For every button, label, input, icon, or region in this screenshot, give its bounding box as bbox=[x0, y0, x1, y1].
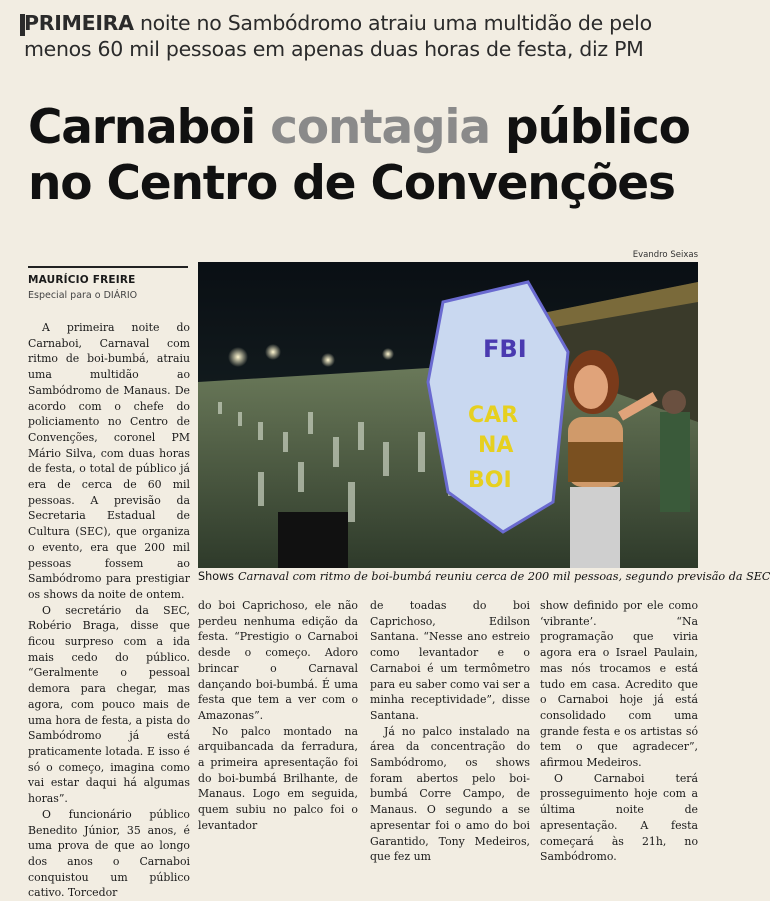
article-column-1 bbox=[28, 320, 190, 901]
caption-text: Carnaval com ritmo de boi-bumbá reuniu cerca de 200 mil pessoas, segundo previsão da SEC bbox=[238, 570, 770, 583]
paragraph: O funcionário público Benedito Júnior, 35 anos, é uma prova de que ao longo dos anos o Carnaboi conquistou um público cativo. Torcedor bbox=[28, 807, 190, 900]
paragraph: O Carnaboi terá prosseguimento hoje com a última noite de apresentação. A festa começará às 21h, no Sambódromo. bbox=[540, 771, 698, 864]
headline-accent: contagia bbox=[270, 100, 490, 155]
kicker-lead: PRIMEIRA bbox=[24, 11, 134, 35]
caption-tag: Shows bbox=[198, 570, 235, 583]
paragraph: A primeira noite do Carnaboi, Carnaval com ritmo de boi-bumbá, atraiu uma multidão ao Sambódromo de Manaus. De acordo com o chefe do policiamento no Centro de Convenções, coronel PM Mário Silva, com duas horas de festa, o total de público já era de cerca de 60 mil pessoas. A previsão da Secretaria Estadual de Cultura (SEC), que organiza o evento, era que 200 mil pessoas fossem ao Sambódromo para prestigiar os shows da noite de ontem. bbox=[28, 321, 190, 601]
paragraph: Já no palco instalado na área da concentração do Sambódromo, os shows foram abertos pelo boi-bumbá Corre Campo, de Manaus. O segundo a se apresentar foi o amo do boi Garantido, Tony Medeiros, que fez um bbox=[370, 724, 530, 864]
photo-caption bbox=[198, 570, 770, 584]
byline bbox=[28, 266, 188, 301]
headline-part1: Carnaboi bbox=[28, 100, 271, 155]
banner-line-3: NA bbox=[478, 433, 514, 458]
photo-illustration bbox=[198, 262, 698, 568]
article-column-4 bbox=[540, 598, 698, 865]
banner-line-1: FBI bbox=[483, 335, 527, 363]
paragraph: show definido por ele como ‘vibrante’. “Na programação que viria agora era o Israel Paulain, mas nós trocamos e está tudo em casa. Acredito que o Carnaboi hoje já está consolidado com uma grande festa e os artistas só tem o que agradecer”, afirmou Medeiros. bbox=[540, 599, 698, 770]
kicker bbox=[24, 10, 696, 62]
kicker-text: noite no Sambódromo atraiu uma multidão de pelo menos 60 mil pessoas em apenas duas horas de festa, diz PM bbox=[24, 11, 652, 61]
paragraph: de toadas do boi Caprichoso, Edilson Santana. “Nesse ano estreio como levantador e o Carnaboi é um termômetro para eu saber como vai ser a minha receptividade”, disse Santana. bbox=[370, 599, 530, 722]
article-column-3 bbox=[370, 598, 530, 865]
paragraph: do boi Caprichoso, ele não perdeu nenhuma edição da festa. “Prestigio o Carnaboi desde o começo. Adoro brincar o Carnaval dançando boi-bumbá. É uma festa que tem a ver com o Amazonas”. bbox=[198, 599, 358, 722]
photo bbox=[198, 262, 698, 568]
article-column-2 bbox=[198, 598, 358, 834]
byline-affiliation: Especial para o DIÁRIO bbox=[28, 290, 138, 301]
paragraph: No palco montado na arquibancada da ferradura, a primeira apresentação foi do boi-bumbá Brilhante, de Manaus. Logo em seguida, quem subiu no palco foi o levantador bbox=[198, 724, 358, 832]
banner-line-4: BOI bbox=[468, 468, 512, 493]
photo-credit: Evandro Seixas bbox=[632, 250, 698, 260]
byline-author: MAURÍCIO FREIRE bbox=[28, 274, 136, 286]
headline-part2: público no Centro de Convenções bbox=[28, 100, 690, 211]
banner-line-2: CAR bbox=[468, 403, 519, 428]
paragraph: O secretário da SEC, Robério Braga, disse que ficou surpreso com a ida mais cedo do público. “Geralmente o pessoal demora para chegar, mas agora, com pouco mais de uma hora de festa, a pista do Sambódromo já está praticamente lotada. E isso é só o começo, imagina como vai estar daqui há algumas horas”. bbox=[28, 603, 190, 806]
headline bbox=[28, 100, 698, 212]
